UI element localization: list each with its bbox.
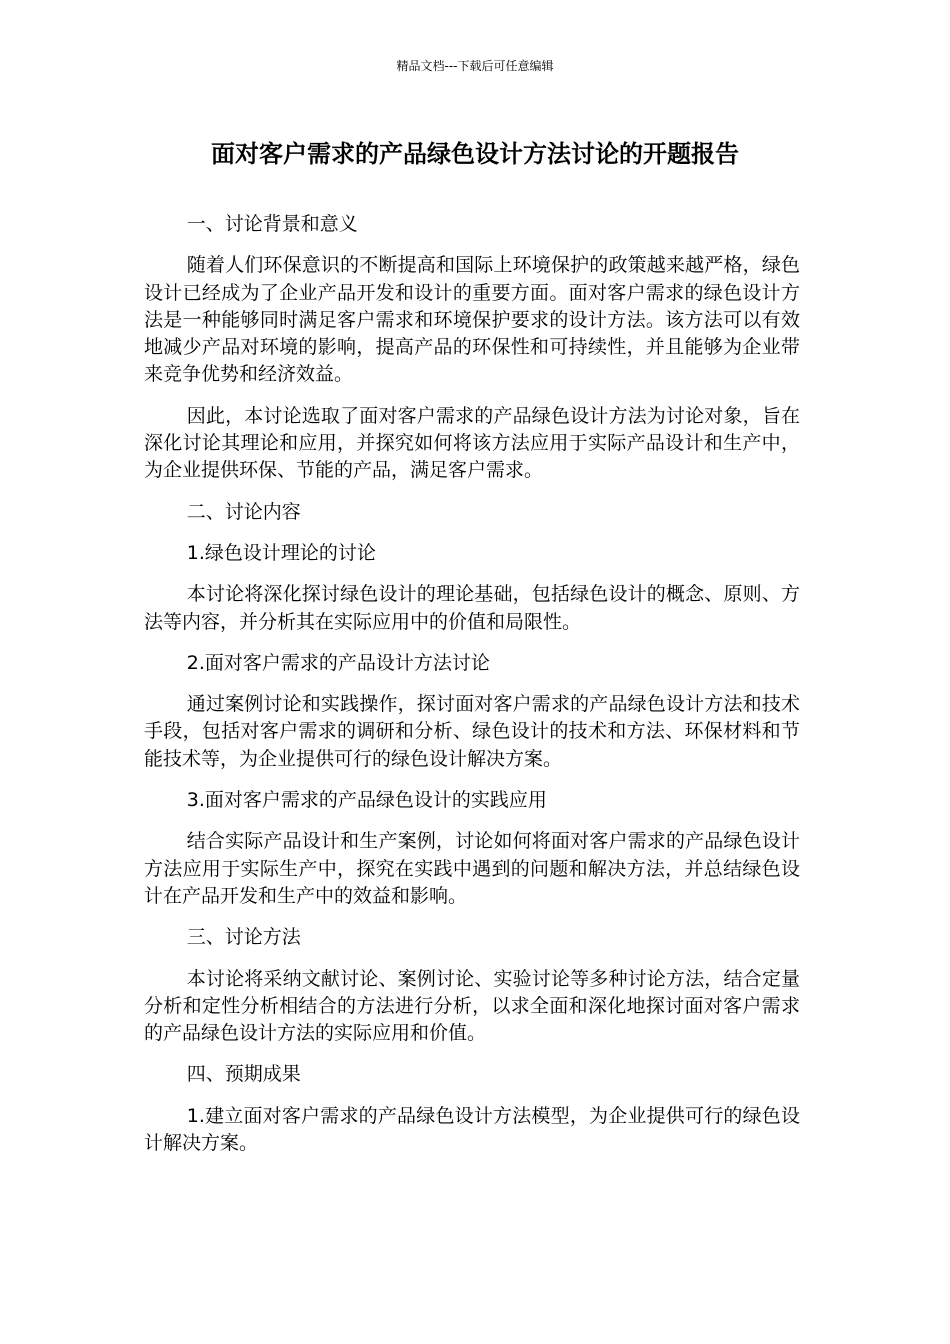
body-paragraph: 通过案例讨论和实践操作，探讨面对客户需求的产品绿色设计方法和技术手段，包括对客户需求的调研和分析、绿色设计的技术和方法、环保材料和节能技术等，为企业提供可行的绿色设计解决方案。 [144,693,800,770]
section-heading-background: 一、讨论背景和意义 [186,213,358,235]
body-paragraph: 随着人们环保意识的不断提高和国际上环境保护的政策越来越严格，绿色设计已经成为了企业产品开发和设计的重要方面。面对客户需求的绿色设计方法是一种能够同时满足客户需求和环境保护要求的设计方法。该方法可以有效地减少产品对环境的影响，提高产品的环保性和可持续性，并且能够为企业带来竞争优势和经济效益。 [144,254,800,386]
document-body [144,211,800,1171]
body-paragraph: 因此，本讨论选取了面对客户需求的产品绿色设计方法为讨论对象，旨在深化讨论其理论和应用，并探究如何将该方法应用于实际产品设计和生产中，为企业提供环保、节能的产品，满足客户需求。 [144,404,800,482]
subsection-heading: 2.面对客户需求的产品设计方法讨论 [186,651,490,674]
document-title: 面对客户需求的产品绿色设计方法讨论的开题报告 [211,140,739,168]
page-header: 精品文档---下载后可任意编辑 [396,59,554,73]
body-paragraph: 本讨论将深化探讨绿色设计的理论基础，包括绿色设计的概念、原则、方法等内容，并分析其在实际应用中的价值和局限性。 [144,583,800,633]
subsection-heading: 1.绿色设计理论的讨论 [186,541,376,564]
section-heading-outcomes: 四、预期成果 [186,1063,301,1086]
section-heading-content: 二、讨论内容 [186,500,301,523]
section-heading-method: 三、讨论方法 [186,926,301,949]
body-paragraph: 1.建立面对客户需求的产品绿色设计方法模型，为企业提供可行的绿色设计解决方案。 [144,1104,800,1155]
subsection-heading: 3.面对客户需求的产品绿色设计的实践应用 [186,789,547,812]
body-paragraph: 结合实际产品设计和生产案例，讨论如何将面对客户需求的产品绿色设计方法应用于实际生产中，探究在实践中遇到的问题和解决方法，并总结绿色设计在产品开发和生产中的效益和影响。 [144,830,800,907]
body-paragraph: 本讨论将采纳文献讨论、案例讨论、实验讨论等多种讨论方法，结合定量分析和定性分析相结合的方法进行分析，以求全面和深化地探讨面对客户需求的产品绿色设计方法的实际应用和价值。 [144,967,800,1045]
